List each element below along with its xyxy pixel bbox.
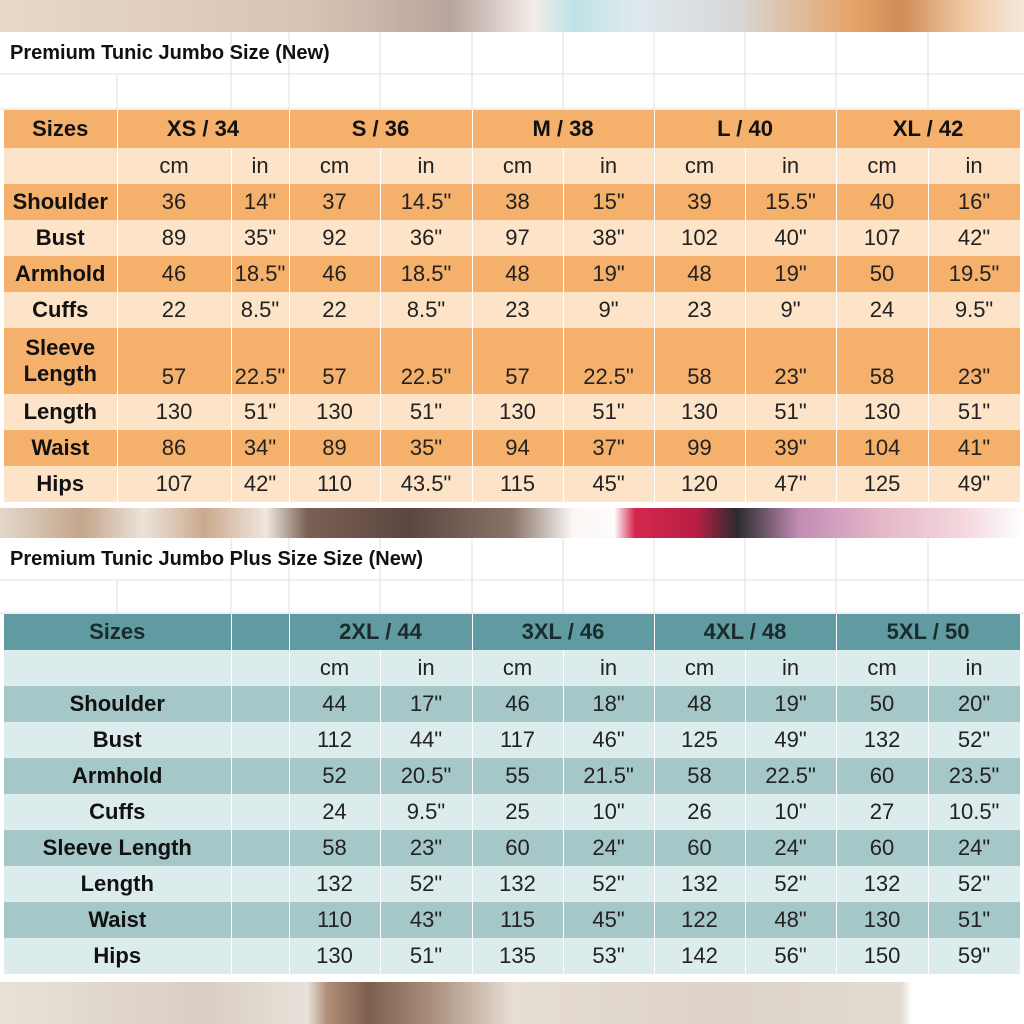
value-cm: 86 [117,430,231,466]
value-cm: 23 [472,292,563,328]
value-cm: 22 [289,292,380,328]
unit-cm: cm [472,148,563,184]
value-in: 19" [745,686,836,722]
value-in: 36" [380,220,472,256]
row-spacer [231,938,289,974]
value-cm: 125 [654,722,745,758]
value-in: 42" [231,466,289,502]
value-cm: 46 [289,256,380,292]
value-cm: 89 [289,430,380,466]
table-row [4,866,1020,902]
value-in: 45" [563,466,654,502]
measurement-label: Bust [4,722,231,758]
row-spacer [231,830,289,866]
value-cm: 57 [289,328,380,394]
photo-strip-top [0,0,1024,32]
value-cm: 24 [836,292,928,328]
value-in: 15.5" [745,184,836,220]
value-cm: 48 [654,256,745,292]
table1-size-header: L / 40 [654,110,836,148]
value-in: 9.5" [380,794,472,830]
measurement-label: Waist [4,430,117,466]
value-cm: 50 [836,256,928,292]
table2-size-header: 3XL / 46 [472,614,654,650]
value-cm: 60 [836,830,928,866]
table-row [4,256,1020,292]
row-spacer [231,686,289,722]
table-row [4,466,1020,502]
measurement-label: Armhold [4,256,117,292]
table1-body [4,184,1020,502]
value-cm: 58 [654,328,745,394]
unit-in: in [380,650,472,686]
unit-in: in [231,148,289,184]
value-cm: 94 [472,430,563,466]
value-in: 49" [745,722,836,758]
value-in: 18" [563,686,654,722]
table2-title: Premium Tunic Jumbo Plus Size Size (New) [10,548,424,570]
value-in: 35" [231,220,289,256]
value-in: 19" [563,256,654,292]
unit-cm: cm [117,148,231,184]
table2-corner-label: Sizes [4,614,231,650]
table-row [4,220,1020,256]
value-cm: 89 [117,220,231,256]
value-in: 47" [745,466,836,502]
table2-size-header-row [4,614,1020,650]
value-in: 39" [745,430,836,466]
value-cm: 104 [836,430,928,466]
value-cm: 117 [472,722,563,758]
table2-header-spacer [231,614,289,650]
unit-cm: cm [836,650,928,686]
value-cm: 122 [654,902,745,938]
value-in: 52" [928,866,1020,902]
unit-cm: cm [836,148,928,184]
table2-size-header: 5XL / 50 [836,614,1020,650]
table1-size-header-row [4,110,1020,148]
value-in: 9" [745,292,836,328]
unit-in: in [563,148,654,184]
table-row [4,430,1020,466]
measurement-label: Armhold [4,758,231,794]
value-in: 52" [928,722,1020,758]
value-in: 51" [231,394,289,430]
value-in: 51" [928,394,1020,430]
unit-cm: cm [654,650,745,686]
unit-in: in [380,148,472,184]
value-in: 8.5" [231,292,289,328]
value-in: 14" [231,184,289,220]
measurement-label: Hips [4,466,117,502]
value-cm: 46 [472,686,563,722]
measurement-label: Cuffs [4,292,117,328]
value-cm: 132 [836,866,928,902]
value-in: 51" [928,902,1020,938]
row-spacer [231,866,289,902]
unit-in: in [745,148,836,184]
table2-unit-corner [4,650,231,686]
value-in: 23" [380,830,472,866]
value-in: 23.5" [928,758,1020,794]
value-cm: 115 [472,902,563,938]
unit-in: in [928,148,1020,184]
table-row [4,328,1020,394]
value-in: 10" [745,794,836,830]
value-cm: 130 [836,902,928,938]
value-in: 52" [563,866,654,902]
value-in: 19.5" [928,256,1020,292]
measurement-label: Sleeve Length [4,328,117,394]
size-table-2 [4,614,1021,974]
value-in: 42" [928,220,1020,256]
value-in: 34" [231,430,289,466]
unit-cm: cm [289,650,380,686]
photo-strip-bottom [0,982,1024,1024]
value-cm: 102 [654,220,745,256]
value-in: 22.5" [231,328,289,394]
photo-strip-middle [0,508,1024,538]
value-cm: 25 [472,794,563,830]
table1-size-header: XL / 42 [836,110,1020,148]
value-cm: 115 [472,466,563,502]
value-cm: 130 [472,394,563,430]
value-in: 44" [380,722,472,758]
value-in: 37" [563,430,654,466]
row-spacer [231,722,289,758]
table2-unit-spacer [231,650,289,686]
value-in: 51" [745,394,836,430]
measurement-label: Length [4,394,117,430]
value-cm: 130 [289,938,380,974]
value-in: 51" [380,394,472,430]
value-cm: 58 [836,328,928,394]
table-row [4,394,1020,430]
measurement-label: Shoulder [4,184,117,220]
value-in: 20.5" [380,758,472,794]
value-in: 49" [928,466,1020,502]
table-row [4,794,1020,830]
value-cm: 130 [117,394,231,430]
size-chart-sheet-1 [0,32,1024,508]
value-in: 46" [563,722,654,758]
value-in: 21.5" [563,758,654,794]
measurement-label: Cuffs [4,794,231,830]
value-cm: 110 [289,466,380,502]
value-cm: 125 [836,466,928,502]
measurement-label: Sleeve Length [4,830,231,866]
value-cm: 24 [289,794,380,830]
value-in: 9" [563,292,654,328]
table-row [4,938,1020,974]
measurement-label: Hips [4,938,231,974]
value-in: 19" [745,256,836,292]
value-cm: 27 [836,794,928,830]
value-in: 24" [928,830,1020,866]
value-in: 22.5" [745,758,836,794]
value-cm: 48 [472,256,563,292]
value-in: 43" [380,902,472,938]
unit-in: in [928,650,1020,686]
value-in: 24" [563,830,654,866]
table2-size-header: 4XL / 48 [654,614,836,650]
unit-in: in [745,650,836,686]
value-cm: 26 [654,794,745,830]
size-chart-sheet-2 [0,538,1024,982]
value-in: 23" [928,328,1020,394]
unit-in: in [563,650,654,686]
table1-title: Premium Tunic Jumbo Size (New) [10,42,330,64]
value-in: 52" [380,866,472,902]
value-cm: 55 [472,758,563,794]
table1-size-header: M / 38 [472,110,654,148]
row-spacer [231,758,289,794]
value-cm: 38 [472,184,563,220]
table-row [4,758,1020,794]
value-cm: 132 [472,866,563,902]
table-row [4,902,1020,938]
value-cm: 132 [289,866,380,902]
value-in: 18.5" [380,256,472,292]
value-in: 15" [563,184,654,220]
value-cm: 48 [654,686,745,722]
table1-unit-row [4,148,1020,184]
value-in: 22.5" [380,328,472,394]
value-cm: 130 [836,394,928,430]
value-cm: 37 [289,184,380,220]
table1-corner-label: Sizes [4,110,117,148]
table1-size-header: XS / 34 [117,110,289,148]
table1-unit-corner [4,148,117,184]
value-in: 20" [928,686,1020,722]
value-cm: 130 [289,394,380,430]
value-in: 53" [563,938,654,974]
value-cm: 110 [289,902,380,938]
measurement-label: Shoulder [4,686,231,722]
value-cm: 52 [289,758,380,794]
value-in: 59" [928,938,1020,974]
size-table-1 [4,110,1021,502]
value-cm: 36 [117,184,231,220]
value-cm: 23 [654,292,745,328]
value-in: 56" [745,938,836,974]
table2-body [4,686,1020,974]
value-in: 8.5" [380,292,472,328]
value-cm: 120 [654,466,745,502]
table-row [4,722,1020,758]
value-cm: 22 [117,292,231,328]
value-cm: 132 [836,722,928,758]
measurement-label: Waist [4,902,231,938]
value-cm: 135 [472,938,563,974]
value-in: 51" [563,394,654,430]
table-row [4,830,1020,866]
value-in: 38" [563,220,654,256]
value-cm: 150 [836,938,928,974]
value-cm: 58 [654,758,745,794]
value-cm: 60 [654,830,745,866]
value-cm: 60 [472,830,563,866]
value-cm: 97 [472,220,563,256]
value-in: 24" [745,830,836,866]
value-in: 14.5" [380,184,472,220]
unit-cm: cm [654,148,745,184]
value-cm: 57 [472,328,563,394]
value-in: 9.5" [928,292,1020,328]
measurement-label: Bust [4,220,117,256]
value-cm: 39 [654,184,745,220]
value-in: 41" [928,430,1020,466]
value-cm: 46 [117,256,231,292]
value-cm: 50 [836,686,928,722]
value-in: 51" [380,938,472,974]
value-in: 35" [380,430,472,466]
value-in: 52" [745,866,836,902]
table2-size-header: 2XL / 44 [289,614,472,650]
table-row [4,686,1020,722]
value-in: 22.5" [563,328,654,394]
value-cm: 107 [117,466,231,502]
value-in: 45" [563,902,654,938]
value-cm: 132 [654,866,745,902]
value-cm: 57 [117,328,231,394]
measurement-label: Length [4,866,231,902]
value-cm: 44 [289,686,380,722]
value-cm: 142 [654,938,745,974]
unit-cm: cm [289,148,380,184]
value-cm: 112 [289,722,380,758]
value-in: 48" [745,902,836,938]
value-in: 23" [745,328,836,394]
value-in: 16" [928,184,1020,220]
table-row [4,292,1020,328]
table-row [4,184,1020,220]
row-spacer [231,902,289,938]
value-in: 43.5" [380,466,472,502]
value-cm: 99 [654,430,745,466]
value-cm: 60 [836,758,928,794]
table2-unit-row [4,650,1020,686]
table1-size-header: S / 36 [289,110,472,148]
value-cm: 107 [836,220,928,256]
value-in: 17" [380,686,472,722]
value-cm: 40 [836,184,928,220]
value-in: 18.5" [231,256,289,292]
row-spacer [231,794,289,830]
value-in: 40" [745,220,836,256]
value-cm: 130 [654,394,745,430]
unit-cm: cm [472,650,563,686]
value-cm: 58 [289,830,380,866]
value-in: 10" [563,794,654,830]
value-in: 10.5" [928,794,1020,830]
value-cm: 92 [289,220,380,256]
